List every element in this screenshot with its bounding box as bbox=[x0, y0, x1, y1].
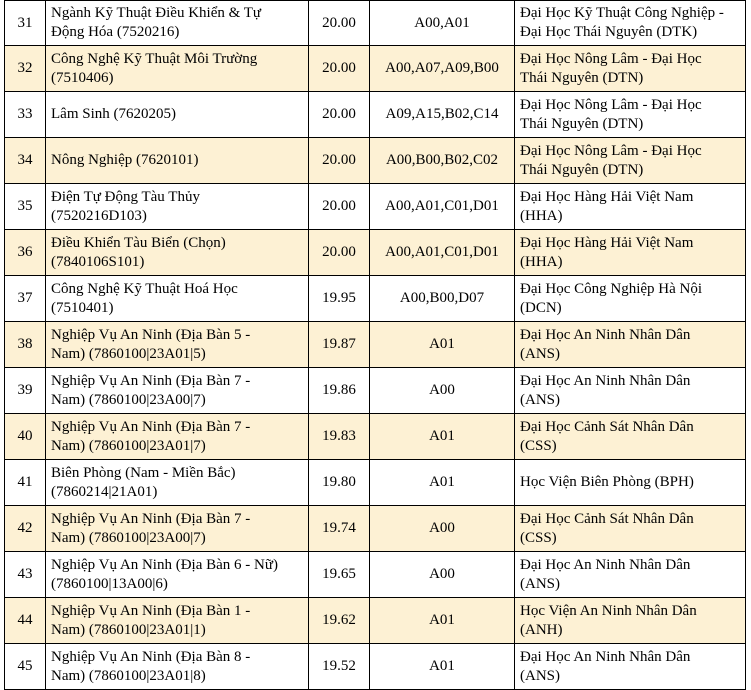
admission-scores-table bbox=[4, 0, 746, 690]
school-name bbox=[515, 322, 746, 368]
major-name-line: (7840106S101) bbox=[51, 253, 145, 270]
school-name bbox=[515, 506, 746, 552]
major-name-line: Công Nghệ Kỹ Thuật Hoá Học bbox=[51, 280, 238, 297]
major-name-line: Nghiệp Vụ An Ninh (Địa Bàn 1 - bbox=[51, 602, 251, 619]
major-name-line: Biên Phòng (Nam - Miền Bắc) bbox=[51, 464, 236, 481]
major-name-line: (7520216D103) bbox=[51, 207, 147, 224]
major-name bbox=[46, 184, 309, 230]
school-name bbox=[515, 552, 746, 598]
table-row bbox=[5, 368, 746, 414]
major-name-line: Điều Khiển Tàu Biển (Chọn) bbox=[51, 234, 226, 251]
subject-combination: A00,B00,D07 bbox=[370, 276, 515, 322]
row-number: 43 bbox=[5, 552, 46, 598]
cutoff-score: 20.00 bbox=[309, 230, 370, 276]
major-name-line: Động Hóa (7520216) bbox=[51, 24, 180, 40]
cutoff-score: 19.74 bbox=[309, 506, 370, 552]
row-number: 37 bbox=[5, 276, 46, 322]
school-name bbox=[515, 46, 746, 92]
major-name-line: Nghiệp Vụ An Ninh (Địa Bàn 5 - bbox=[51, 326, 251, 343]
cutoff-score: 20.00 bbox=[309, 138, 370, 184]
subject-combination: A01 bbox=[370, 460, 515, 506]
school-name-line: Đại Học An Ninh Nhân Dân bbox=[520, 326, 691, 343]
school-name-line: Đại Học An Ninh Nhân Dân bbox=[520, 556, 691, 573]
cutoff-score: 19.52 bbox=[309, 644, 370, 690]
school-name-line: Đại Học Nông Lâm - Đại Học bbox=[520, 50, 702, 67]
school-name-line: Thái Nguyên (DTN) bbox=[520, 115, 644, 132]
major-name bbox=[46, 414, 309, 460]
school-name-line: Đại Học Nông Lâm - Đại Học bbox=[520, 142, 702, 159]
row-number: 41 bbox=[5, 460, 46, 506]
major-name bbox=[46, 506, 309, 552]
row-number: 32 bbox=[5, 46, 46, 92]
school-name-line: Học Viện Biên Phòng (BPH) bbox=[520, 474, 694, 490]
school-name bbox=[515, 92, 746, 138]
subject-combination: A01 bbox=[370, 322, 515, 368]
school-name bbox=[515, 460, 746, 506]
major-name-line: Nam) (7860100|23A01|8) bbox=[51, 667, 206, 684]
table-row bbox=[5, 184, 746, 230]
major-name-line: Điện Tự Động Tàu Thủy bbox=[51, 188, 200, 205]
major-name-line: Nghiệp Vụ An Ninh (Địa Bàn 8 - bbox=[51, 648, 251, 665]
major-name-line: Nghiệp Vụ An Ninh (Địa Bàn 7 - bbox=[51, 418, 251, 435]
major-name bbox=[46, 552, 309, 598]
cutoff-score: 19.87 bbox=[309, 322, 370, 368]
major-name bbox=[46, 598, 309, 644]
cutoff-score: 19.62 bbox=[309, 598, 370, 644]
row-number: 39 bbox=[5, 368, 46, 414]
cutoff-score: 19.86 bbox=[309, 368, 370, 414]
row-number: 45 bbox=[5, 644, 46, 690]
school-name-line: (HHA) bbox=[520, 207, 563, 224]
school-name-line: (ANS) bbox=[520, 345, 560, 362]
school-name-line: (HHA) bbox=[520, 253, 563, 270]
school-name-line: (ANS) bbox=[520, 667, 560, 684]
table-row bbox=[5, 552, 746, 598]
major-name-line: (7860100|13A00|6) bbox=[51, 575, 168, 592]
major-name-line: Nam) (7860100|23A00|7) bbox=[51, 529, 206, 546]
school-name-line: Đại Học Hàng Hải Việt Nam bbox=[520, 188, 694, 205]
row-number: 42 bbox=[5, 506, 46, 552]
cutoff-score: 20.00 bbox=[309, 1, 370, 46]
school-name-line: Đại Học An Ninh Nhân Dân bbox=[520, 648, 691, 665]
school-name-line: Thái Nguyên (DTN) bbox=[520, 69, 644, 86]
major-name-line: Nam) (7860100|23A01|1) bbox=[51, 621, 206, 638]
row-number: 35 bbox=[5, 184, 46, 230]
row-number: 36 bbox=[5, 230, 46, 276]
subject-combination: A00,A07,A09,B00 bbox=[370, 46, 515, 92]
subject-combination: A01 bbox=[370, 644, 515, 690]
cutoff-score: 19.65 bbox=[309, 552, 370, 598]
major-name-line: (7860214|21A01) bbox=[51, 483, 158, 500]
major-name-line: Nghiệp Vụ An Ninh (Địa Bàn 7 - bbox=[51, 510, 251, 527]
table-row bbox=[5, 1, 746, 46]
school-name-line: Đại Học An Ninh Nhân Dân bbox=[520, 372, 691, 389]
school-name-line: Đại Học Nông Lâm - Đại Học bbox=[520, 96, 702, 113]
school-name bbox=[515, 368, 746, 414]
major-name-line: Công Nghệ Kỹ Thuật Môi Trường bbox=[51, 50, 258, 67]
school-name-line: (DCN) bbox=[520, 299, 562, 316]
school-name-line: (ANH) bbox=[520, 621, 563, 638]
cutoff-score: 20.00 bbox=[309, 184, 370, 230]
major-name bbox=[46, 368, 309, 414]
table-row bbox=[5, 46, 746, 92]
major-name bbox=[46, 644, 309, 690]
cutoff-score: 19.95 bbox=[309, 276, 370, 322]
cutoff-score: 20.00 bbox=[309, 92, 370, 138]
subject-combination: A00,A01,C01,D01 bbox=[370, 184, 515, 230]
school-name bbox=[515, 230, 746, 276]
major-name-line: Nghiệp Vụ An Ninh (Địa Bàn 6 - Nữ) bbox=[51, 556, 278, 573]
school-name-line: Đại Học Cảnh Sát Nhân Dân bbox=[520, 510, 694, 527]
school-name-line: (ANS) bbox=[520, 575, 560, 592]
major-name-line: Lâm Sinh (7620205) bbox=[51, 106, 176, 122]
table-row bbox=[5, 322, 746, 368]
subject-combination: A09,A15,B02,C14 bbox=[370, 92, 515, 138]
school-name-line: (CSS) bbox=[520, 437, 557, 454]
major-name bbox=[46, 1, 309, 46]
major-name bbox=[46, 230, 309, 276]
school-name-line: Đại Học Hàng Hải Việt Nam bbox=[520, 234, 694, 251]
table-row bbox=[5, 276, 746, 322]
major-name-line: Nông Nghiệp (7620101) bbox=[51, 152, 199, 168]
subject-combination: A01 bbox=[370, 598, 515, 644]
school-name-line: Đại Học Cảnh Sát Nhân Dân bbox=[520, 418, 694, 435]
subject-combination: A00 bbox=[370, 368, 515, 414]
row-number: 34 bbox=[5, 138, 46, 184]
subject-combination: A00,A01,C01,D01 bbox=[370, 230, 515, 276]
table-row bbox=[5, 644, 746, 690]
school-name-line: (ANS) bbox=[520, 391, 560, 408]
cutoff-score: 20.00 bbox=[309, 46, 370, 92]
school-name-line: (CSS) bbox=[520, 529, 557, 546]
major-name-line: Nghiệp Vụ An Ninh (Địa Bàn 7 - bbox=[51, 372, 251, 389]
major-name bbox=[46, 92, 309, 138]
school-name bbox=[515, 644, 746, 690]
major-name bbox=[46, 276, 309, 322]
row-number: 31 bbox=[5, 1, 46, 46]
major-name-line: Nam) (7860100|23A01|5) bbox=[51, 345, 206, 362]
row-number: 40 bbox=[5, 414, 46, 460]
school-name bbox=[515, 138, 746, 184]
school-name bbox=[515, 1, 746, 46]
major-name-line: (7510406) bbox=[51, 69, 114, 86]
table-row bbox=[5, 460, 746, 506]
cutoff-score: 19.80 bbox=[309, 460, 370, 506]
major-name-line: (7510401) bbox=[51, 299, 114, 316]
school-name bbox=[515, 414, 746, 460]
major-name-line: Nam) (7860100|23A01|7) bbox=[51, 437, 206, 454]
table-row bbox=[5, 506, 746, 552]
subject-combination: A00 bbox=[370, 506, 515, 552]
major-name bbox=[46, 322, 309, 368]
subject-combination: A00,B00,B02,C02 bbox=[370, 138, 515, 184]
school-name bbox=[515, 598, 746, 644]
row-number: 44 bbox=[5, 598, 46, 644]
school-name bbox=[515, 276, 746, 322]
table-row bbox=[5, 230, 746, 276]
row-number: 38 bbox=[5, 322, 46, 368]
table-row bbox=[5, 138, 746, 184]
school-name-line: Thái Nguyên (DTN) bbox=[520, 161, 644, 178]
cutoff-score: 19.83 bbox=[309, 414, 370, 460]
major-name bbox=[46, 46, 309, 92]
subject-combination: A00,A01 bbox=[370, 1, 515, 46]
school-name-line: Đại Học Thái Nguyên (DTK) bbox=[520, 24, 698, 40]
table-row bbox=[5, 92, 746, 138]
subject-combination: A00 bbox=[370, 552, 515, 598]
school-name bbox=[515, 184, 746, 230]
major-name-line: Nam) (7860100|23A00|7) bbox=[51, 391, 206, 408]
school-name-line: Đại Học Kỹ Thuật Công Nghiệp - bbox=[520, 5, 724, 21]
school-name-line: Đại Học Công Nghiệp Hà Nội bbox=[520, 280, 703, 297]
subject-combination: A01 bbox=[370, 414, 515, 460]
major-name bbox=[46, 460, 309, 506]
school-name-line: Học Viện An Ninh Nhân Dân bbox=[520, 602, 697, 619]
table-body bbox=[5, 1, 746, 690]
table-row bbox=[5, 414, 746, 460]
major-name-line: Ngành Kỹ Thuật Điều Khiển & Tự bbox=[51, 5, 262, 21]
table-row bbox=[5, 598, 746, 644]
row-number: 33 bbox=[5, 92, 46, 138]
major-name bbox=[46, 138, 309, 184]
